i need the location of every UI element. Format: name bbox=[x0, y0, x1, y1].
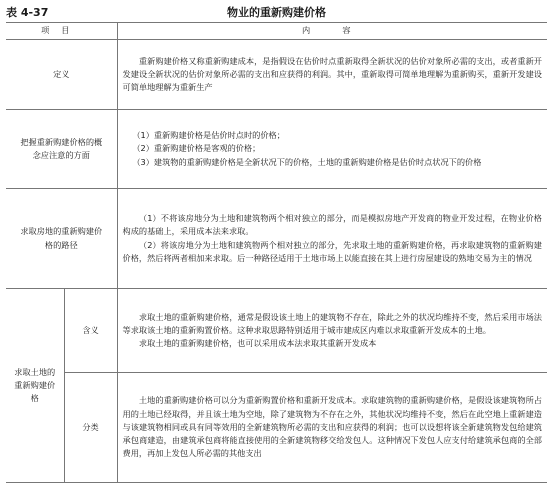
meaning-para-2: 求取土地的重新购建价格，也可以采用成本法求取其重新开发成本 bbox=[138, 338, 377, 349]
header-row bbox=[6, 23, 547, 40]
table-caption bbox=[6, 4, 547, 20]
paths-para-2: （2）将该房地分为土地和建筑物两个相对独立的部分，先求取土地的重新购建价格，再求取建筑物的重新购建价格，然后将两者相加来求取。后一种路径适用于土地市场上以能直接在其上进行房屋建设的熟地交易为主的情况 bbox=[122, 239, 542, 263]
row-item-definition: 定义 bbox=[6, 40, 117, 110]
concept-line-2: （2）重新购建价格是客观的价格； bbox=[132, 143, 261, 154]
header-content: 内 容 bbox=[117, 23, 547, 40]
paths-para-1: （1）不将该房地分为土地和建筑物两个相对独立的部分，而是模拟房地产开发商的物业开发过程，在物业价格构成的基础上，采用成本法来求取。 bbox=[122, 213, 542, 237]
row-item-land: 求取土地的重新购建价格 bbox=[6, 289, 64, 483]
row-subitem-classification: 分类 bbox=[64, 373, 117, 483]
concept-line-1: （1）重新购建价格是估价时点时的价格； bbox=[132, 130, 285, 141]
table-title: 物业的重新购建价格 bbox=[227, 6, 326, 19]
row-item-paths: 求取房地的重新购建价格的路径 bbox=[6, 189, 117, 289]
meaning-para-1: 求取土地的重新购建价格，通常是假设该土地上的建筑物不存在，除此之外的状况均维持不变，然后采用市场法等求取该土地的重新购置价格。这种求取思路特别适用于城市建成区内难以求取重新开发成本的土地。 bbox=[122, 311, 542, 335]
table-row-paths bbox=[6, 189, 547, 289]
table-row-land-classification bbox=[6, 373, 547, 483]
table-row-concept bbox=[6, 110, 547, 189]
row-content-definition: 重新购建价格又称重新购建成本，是指假设在估价时点重新取得全新状况的估价对象所必需的支出，或者重新开发建设全新状况的估价对象所必需的支出和应获得的利润。其中，重新取得可简单地理解为重新购买，重新开发建设可简单地理解为重新生产 bbox=[117, 40, 547, 110]
row-content-paths bbox=[117, 189, 547, 289]
row-content-concept bbox=[117, 110, 547, 189]
concept-line-3: （3）建筑物的重新购建价格是全新状况下的价格，土地的重新购建价格是估价时点状况下的价格 bbox=[132, 156, 482, 167]
classification-para-1: 土地的重新购建价格可以分为重新购置价格和重新开发成本。求取建筑物的重新购建价格，是假设该建筑物所占用的土地已经取得，并且该土地为空地，除了建筑物为不存在之外，其他状况均维持不变，然后在此空地上重新建造与该建筑物相同或具有同等效用的全新建筑物所必需的支出和应获得的利润；也可以设想将该全新建筑物发包给建筑承包商建造，由建筑承包商将能直接使用的全新建筑物移交给发包人。这种情况下发包人应支付给建筑承包商的全部费用，再加上发包人所必需的其他支出 bbox=[122, 395, 542, 459]
header-item: 项目 bbox=[6, 23, 117, 40]
price-table bbox=[6, 22, 547, 483]
table-label: 表 4-37 bbox=[6, 6, 49, 19]
row-subitem-meaning: 含义 bbox=[64, 289, 117, 373]
row-content-meaning bbox=[117, 289, 547, 373]
row-content-classification bbox=[117, 373, 547, 483]
row-item-concept: 把握重新购建价格的概念应注意的方面 bbox=[6, 110, 117, 189]
table-row-land-meaning bbox=[6, 289, 547, 373]
table-row-definition bbox=[6, 40, 547, 110]
